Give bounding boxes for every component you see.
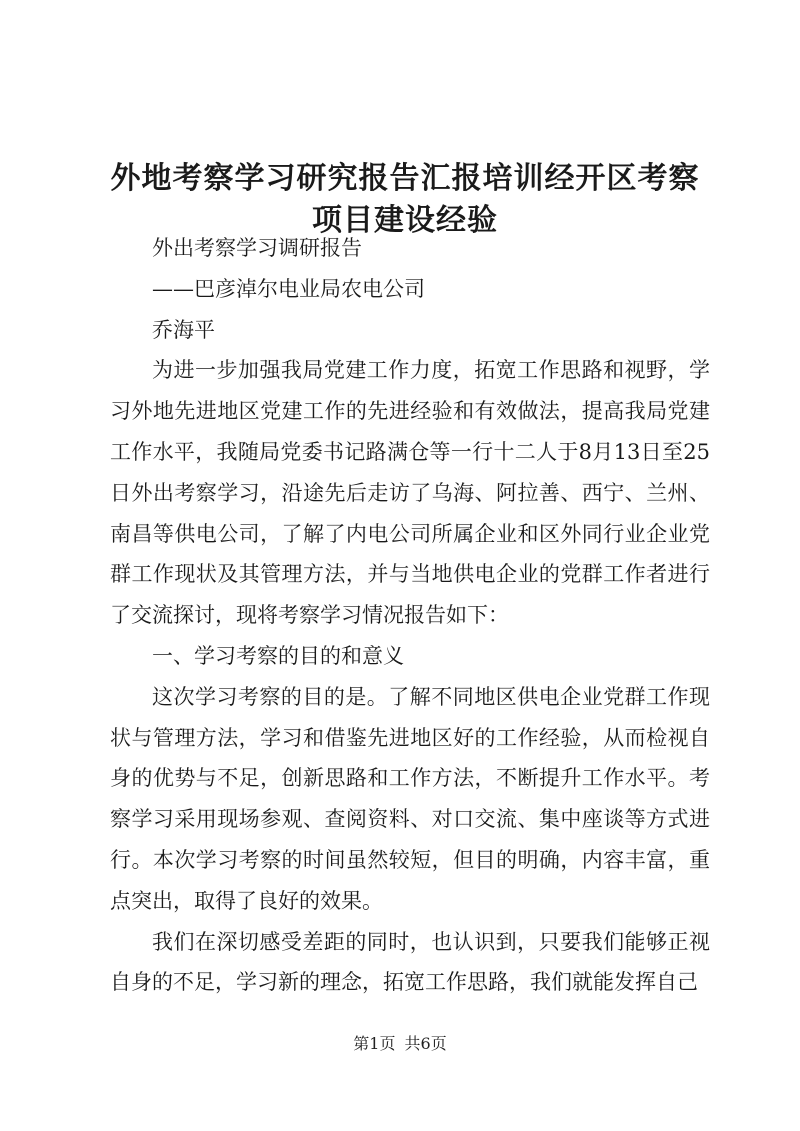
page-footer (0, 1034, 800, 1054)
section-heading: 一、学习考察的目的和意义 (152, 643, 404, 668)
reflection-paragraph: 我们在深切感受差距的同时，也认识到，只要我们能够正视自身的不足，学习新的理念，拓宽工作思路，我们就能发挥自己 (110, 929, 710, 995)
page-total: 共6页 (404, 1034, 447, 1053)
report-heading: 外出考察学习调研报告 (152, 236, 362, 260)
document-title: 外地考察学习研究报告汇报培训经开区考察项目建设经验 (110, 161, 700, 239)
purpose-paragraph: 这次学习考察的目的是。了解不同地区供电企业党群工作现状与管理方法，学习和借鉴先进地区好的工作经验，从而检视自身的优势与不足，创新思路和工作方法，不断提升工作水平。考察学习采用现场参观、查阅资料、对口交流、集中座谈等方式进行。本次学习考察的时间虽然较短，但目的明确，内容丰富，重点突出，取得了良好的效果。 (110, 684, 710, 913)
report-author: 乔海平 (152, 317, 215, 342)
intro-paragraph: 为进一步加强我局党建工作力度，拓宽工作思路和视野，学习外地先进地区党建工作的先进经验和有效做法，提高我局党建工作水平，我随局党委书记路满仓等一行十二人于8月13日至25日外出考察学习，沿途先后走访了乌海、阿拉善、西宁、兰州、南昌等供电公司，了解了内电公司所属企业和区外同行业企业党群工作现状及其管理方法，并与当地供电企业的党群工作者进行了交流探讨，现将考察学习情况报告如下： (110, 358, 710, 628)
report-organization: ——巴彦淖尔电业局农电公司 (152, 276, 425, 301)
page-number: 第1页 (353, 1034, 396, 1053)
document-body (110, 228, 710, 1003)
